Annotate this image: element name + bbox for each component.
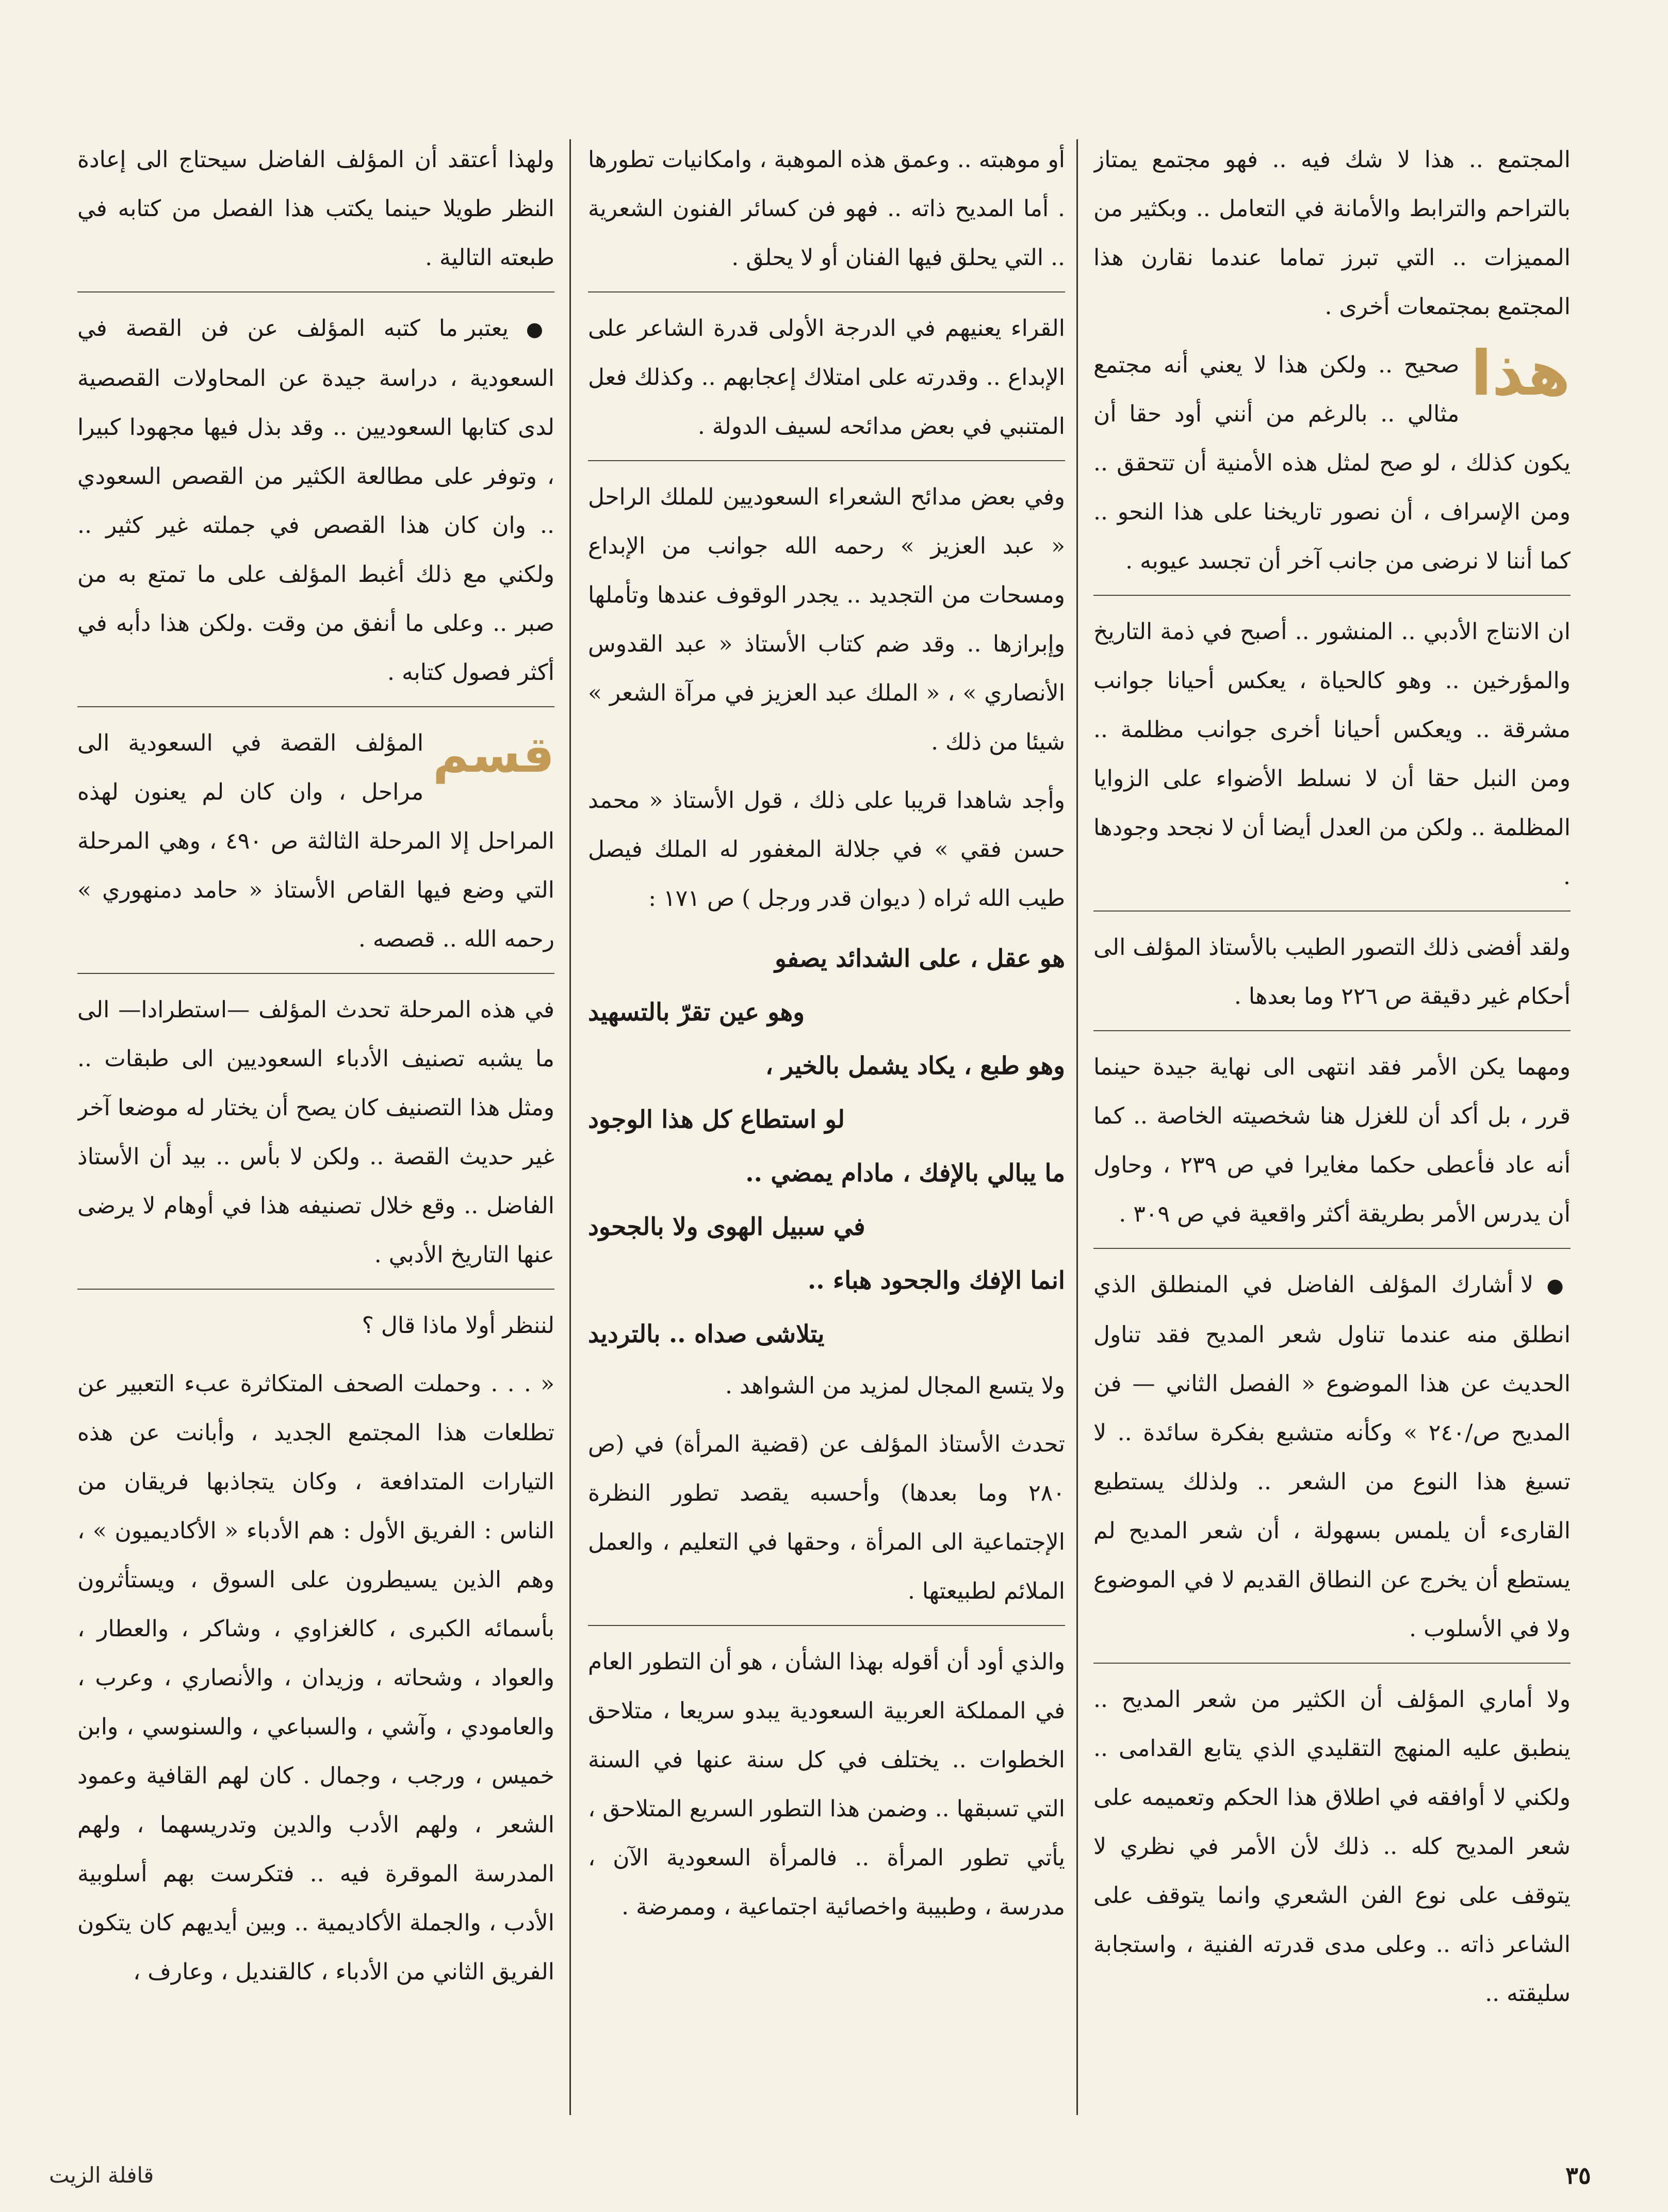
- paragraph: تحدث الأستاذ المؤلف عن (قضية المرأة) في (ص ٢٨٠ وما بعدها) وأحسبه يقصد تطور النظرة الإجتماعية الى المرأة ، وحقها في التعليم ، والعمل الملائم لطبيعتها .: [588, 1431, 1065, 1604]
- divider: [1093, 1663, 1571, 1664]
- paragraph: والذي أود أن أقوله بهذا الشأن ، هو أن التطور العام في المملكة العربية السعودية يبدو سريعا ، متلاحق الخطوات .. يختلف في كل سنة عنها في السنة التي تسبقها .. وضمن هذا التطور السريع المتلاحق ، يأتي تطور المرأة .. فالمرأة السعودية الآن ، مدرسة ، وطبيبة واخصائية اجتماعية ، وممرضة .: [588, 1649, 1065, 1920]
- paragraph: ولا أماري المؤلف أن الكثير من شعر المديح .. ينطبق عليه المنهج التقليدي الذي يتابع القدامى .. ولكني لا أوافقه في اطلاق هذا الحكم وتعميمه على شعر المديح كله .. ذلك لأن الأمر في نظري لا يتوقف على نوع الفن الشعري وانما يتوقف على الشاعر ذاته .. وعلى مدى قدرته الفنية ، واستجابة سليقته ..: [1093, 1686, 1571, 2007]
- divider: [1093, 595, 1571, 596]
- bullet-paragraph: ● لا أشارك المؤلف الفاضل في المنطلق الذي انطلق منه عندما تناول شعر المديح فقد تناول الحديث عن هذا الموضوع « الفصل الثاني — فن المديح ص/٢٤٠ » وكأنه متشبع بفكرة سائدة .. لا تسيغ هذا النوع من الشعر .. ولذلك يستطيع القارىء أن يلمس بسهولة ، أن شعر المديح لم يستطع أن يخرج عن النطاق القديم لا في الموضوع ولا في الأسلوب .: [1093, 1260, 1571, 1653]
- paragraph: لننظر أولا ماذا قال ؟: [362, 1312, 554, 1339]
- paragraph: « . . . وحملت الصحف المتكاثرة عبء التعبير عن تطلعات هذا المجتمع الجديد ، وأبانت عن هذه التيارات المتدافعة ، وكان يتجاذبها فريقان من الناس : الفريق الأول : هم الأدباء « الأكاديميون » ، وهم الذين يسيطرون على السوق ، ويستأثرون بأسمائه الكبرى ، كالغزاوي ، وشاكر ، والعطار ، والعواد ، وشحاته ، وزيدان ، والأنصاري ، وعرب ، والعامودي ، وآشي ، والسباعي ، والسنوسي ، وابن خميس ، ورجب ، وجمال . كان لهم القافية وعمود الشعر ، ولهم الأدب والدين وتدريسهما ، ولهم المدرسة الموقرة فيه .. فتكرست بهم أسلوبية الأدب ، والجملة الأكاديمية .. وبين أيديهم كان يتكون الفريق الثاني من الأدباء ، كالقنديل ، وعارف ،: [77, 1371, 554, 1985]
- paragraph-with-dropword: [77, 719, 554, 964]
- divider: [1093, 1248, 1571, 1249]
- column-rule: [569, 139, 571, 2115]
- paragraph-with-dropword: [1093, 340, 1571, 585]
- divider: [1093, 910, 1571, 912]
- poem: [588, 932, 1065, 1361]
- paragraph: ان الانتاج الأدبي .. المنشور .. أصبح في ذمة التاريخ والمؤرخين .. وهو كالحياة ، يعكس أحيانا جوانب مشرقة .. ويعكس أحيانا أخرى جوانب مظلمة .. ومن النبل حقا أن لا نسلط الأضواء على الزوايا المظلمة .. ولكن من العدل أيضا أن لا نجحد وجودها .: [1093, 619, 1571, 890]
- paragraph: المجتمع .. هذا لا شك فيه .. فهو مجتمع يمتاز بالتراحم والترابط والأمانة في التعامل .. وبكثير من المميزات .. التي تبرز تماما عندما نقارن هذا المجتمع بمجتمعات أخرى .: [1093, 147, 1571, 320]
- paragraph: القراء يعنيهم في الدرجة الأولى قدرة الشاعر على الإبداع .. وقدرته على امتلاك إعجابهم .. وكذلك فعل المتنبي في بعض مدائحه لسيف الدولة .: [588, 315, 1065, 440]
- divider: [588, 291, 1065, 292]
- bullet-paragraph: ● يعتبر ما كتبه المؤلف عن فن القصة في السعودية ، دراسة جيدة عن المحاولات القصصية لدى كتابها السعوديين .. وقد بذل فيها مجهودا كبيرا ، وتوفر على مطالعة الكثير من القصص السعودي .. وان كان هذا القصص في جملته غير كثير .. ولكني مع ذلك أغبط المؤلف على ما تمتع به من صبر .. وعلى ما أنفق من وقت .ولكن هذا دأبه في أكثر فصول كتابه .: [77, 304, 554, 697]
- divider: [588, 460, 1065, 461]
- paragraph: ولا يتسع المجال لمزيد من الشواهد .: [725, 1373, 1065, 1399]
- poem-verse: يتلاشى صداه .. بالترديد: [588, 1320, 825, 1348]
- column-left: [77, 135, 554, 2142]
- paragraph: ولهذا أعتقد أن المؤلف الفاضل سيحتاج الى إعادة النظر طويلا حينما يكتب هذا الفصل من كتابه في طبعته التالية .: [77, 147, 554, 271]
- paragraph: في هذه المرحلة تحدث المؤلف —استطرادا— الى ما يشبه تصنيف الأدباء السعوديين الى طبقات .. ومثل هذا التصنيف كان يصح أن يختار له موضعا آخر غير حديث القصة .. ولكن لا بأس .. بيد أن الأستاذ الفاضل .. وقع خلال تصنيفه هذا في أوهام لا يرضى عنها التاريخ الأدبي .: [77, 997, 554, 1268]
- divider: [588, 1625, 1065, 1626]
- poem-verse: انما الإفك والجحود هباء ..: [807, 1266, 1065, 1295]
- poem-verse: هو عقل ، على الشدائد يصفو: [775, 945, 1065, 973]
- paragraph: ومهما يكن الأمر فقد انتهى الى نهاية جيدة حينما قرر ، بل أكد أن للغزل هنا شخصيته الخاصة .. كما أنه عاد فأعطى حكما مغايرا في ص ٢٣٩ ، وحاول أن يدرس الأمر بطريقة أكثر واقعية في ص ٣٠٩ .: [1093, 1054, 1571, 1227]
- paragraph-text: المؤلف القصة في السعودية الى مراحل ، وان كان لم يعنون لهذه المراحل إلا المرحلة الثالثة ص ٤٩٠ ، وهي المرحلة التي وضع فيها القاص الأستاذ « حامد دمنهوري » رحمه الله .. قصصه .: [77, 730, 554, 952]
- divider: [77, 973, 554, 974]
- poem-verse: ما يبالي بالإفك ، مادام يمضي ..: [745, 1159, 1065, 1188]
- poem-verse: وهو عين تقرّ بالتسهيد: [588, 998, 805, 1027]
- drop-word: هذا: [1470, 338, 1571, 410]
- column-right: [1093, 135, 1571, 2142]
- paragraph: أو موهبته .. وعمق هذه الموهبة ، وامكانيات تطورها . أما المديح ذاته .. فهو فن كسائر الفنون الشعرية .. التي يحلق فيها الفنان أو لا يحلق .: [588, 147, 1065, 271]
- magazine-name: قافلة الزيت: [49, 2162, 154, 2188]
- paragraph: وأجد شاهدا قريبا على ذلك ، قول الأستاذ « محمد حسن فقي » في جلالة المغفور له الملك فيصل طيب الله ثراه ( ديوان قدر ورجل ) ص ١٧١ :: [588, 787, 1065, 912]
- poem-verse: وهو طبع ، يكاد يشمل بالخير ،: [765, 1052, 1065, 1080]
- page-number: ٣٥: [1565, 2161, 1591, 2189]
- column-rule: [1076, 139, 1078, 2115]
- paragraph-text: صحيح .. ولكن هذا لا يعني أنه مجتمع مثالي .. بالرغم من أنني أود حقا أن يكون كذلك ، لو صح لمثل هذه الأمنية أن تتحقق .. ومن الإسراف ، أن نصور تاريخنا على هذا النحو .. كما أننا لا نرضى من جانب آخر أن تجسد عيوبه .: [1093, 352, 1571, 574]
- divider: [1093, 1030, 1571, 1031]
- divider: [77, 706, 554, 707]
- paragraph: ولقد أفضى ذلك التصور الطيب بالأستاذ المؤلف الى أحكام غير دقيقة ص ٢٢٦ وما بعدها .: [1093, 934, 1571, 1010]
- poem-verse: في سبيل الهوى ولا بالجحود: [588, 1213, 865, 1241]
- column-middle: [588, 135, 1065, 2142]
- divider: [77, 1289, 554, 1290]
- drop-word: قسم: [433, 726, 554, 784]
- paragraph: وفي بعض مدائح الشعراء السعوديين للملك الراحل « عبد العزيز » رحمه الله جوانب من الإبداع ومسحات من التجديد .. يجدر الوقوف عندها وتأملها وإبرازها .. وقد ضم كتاب الأستاذ « عبد القدوس الأنصاري » ، « الملك عبد العزيز في مرآة الشعر » شيئا من ذلك .: [588, 484, 1065, 755]
- divider: [77, 291, 554, 292]
- poem-verse: لو استطاع كل هذا الوجود: [588, 1105, 845, 1134]
